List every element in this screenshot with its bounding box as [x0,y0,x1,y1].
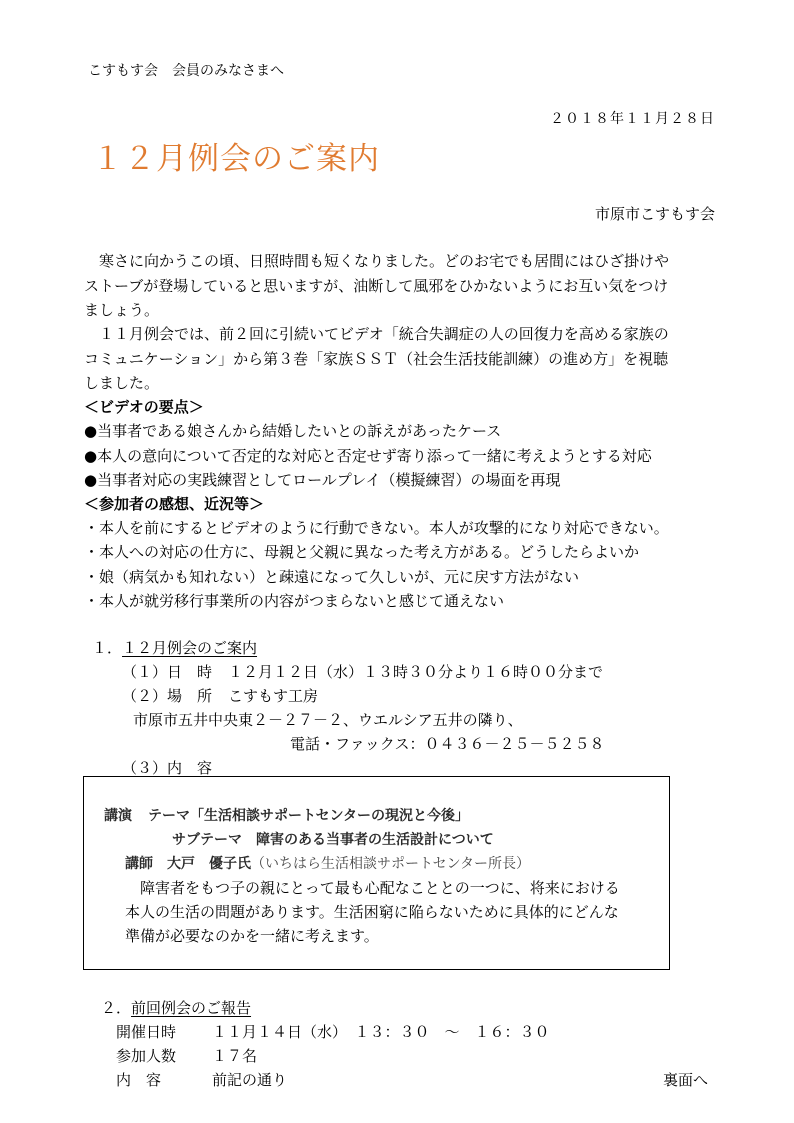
next-page-note: 裏面へ [662,1071,708,1089]
intro-line: １１月例会では、前２回に引続いてビデオ「統合失調症の人の回復力を高める家族の [84,325,669,343]
page-title: １２月例会のご案内 [92,141,380,177]
section2-heading [101,997,251,1018]
video-point-item: ●本人の意向について否定的な対応と否定せず寄り添って一緒に考えようとする対応 [84,447,652,465]
section1-heading [92,637,257,658]
intro-line: しました。 [84,374,160,392]
speaker-affiliation: （いちはら生活相談サポートセンター所長） [251,856,531,872]
datetime-label: （１）日 時 [122,663,213,681]
lecture-label: 講演 [104,808,132,824]
section1-number: １． [92,639,123,657]
intro-line: ましょう。 [84,301,160,319]
lecture-subtheme: サブテーマ 障害のある当事者の生活設計について [172,832,494,848]
report-content-label: 内 容 [116,1071,162,1089]
event-address: 市原市五井中央東２－２７－２、ウエルシア五井の隣り、 [133,711,523,729]
intro-line: 寒さに向かうこの頃、日照時間も短くなりました。どのお宅でも居間にはひざ掛けや [84,252,670,270]
lecture-body-line: 準備が必要なのかを一緒に考えます。 [125,927,379,945]
report-date-label: 開催日時 [116,1023,177,1041]
lecture-body-line: 本人の生活の問題があります。生活困窮に陥らないために具体的にどんな [125,903,619,921]
speaker-name: 大戸 優子氏 [167,856,251,872]
place-label: （２）場 所 [122,687,213,705]
participant-item: ・本人が就労移行事業所の内容がつまらないと感じて通えない [84,592,505,610]
content-label: （３）内 容 [122,759,213,777]
event-datetime [122,661,603,682]
report-content-value: 前記の通り [212,1071,288,1089]
lecture-speaker-line [125,853,530,873]
event-place [122,685,318,706]
greeting: こすもす会 会員のみなさまへ [88,63,284,79]
participant-item: ・娘（病気かも知れない）と疎遠になって久しいが、元に戻す方法がない [84,568,580,586]
section2-number: ２． [101,999,132,1017]
participants-heading: ＜参加者の感想、近況等＞ [84,495,265,513]
report-date-value: １１月１４日（水） １３：３０ ～ １６：３０ [212,1023,550,1041]
organization-name: 市原市こすもす会 [594,205,715,223]
participant-item: ・本人への対応の仕方に、母親と父親に異なった考え方がある。どうしたらよいか [84,543,640,561]
intro-line: ストーブが登場していると思いますが、油断して風邪をひかないようにお互い気をつけ [84,277,669,295]
event-phone: 電話・ファックス：０４３６－２５－５２５８ [290,735,605,753]
participant-item: ・本人を前にするとビデオのように行動できない。本人が攻撃的になり対応できない。 [84,519,669,537]
video-points-heading: ＜ビデオの要点＞ [84,398,204,416]
report-count-value: １７名 [212,1047,258,1065]
video-point-item: ●当事者対応の実践練習としてロールプレイ（模擬練習）の場面を再現 [84,471,561,489]
lecture-theme-line [104,805,469,825]
section1-title: １２月例会のご案内 [122,639,258,657]
lecture-body-line: 障害者をもつ子の親にとって最も心配なこととの一つに、将来における [125,879,620,897]
intro-line: コミュニケーション」から第３巻「家族ＳＳＴ（社会生活技能訓練）の進め方」を視聴 [84,350,669,368]
speaker-label: 講師 [125,856,153,872]
document-date: ２０１８年１１月２８日 [550,111,715,127]
report-count-label: 参加人数 [116,1047,177,1065]
section2-title: 前回例会のご報告 [131,999,252,1017]
video-point-item: ●当事者である娘さんから結婚したいとの訴えがあったケース [84,422,502,440]
place-value: こすもす工房 [228,687,319,705]
lecture-theme: テーマ「生活相談サポートセンターの現況と今後」 [148,808,470,824]
datetime-value: １２月１２日（水）１３時３０分より１６時００分まで [228,663,604,681]
